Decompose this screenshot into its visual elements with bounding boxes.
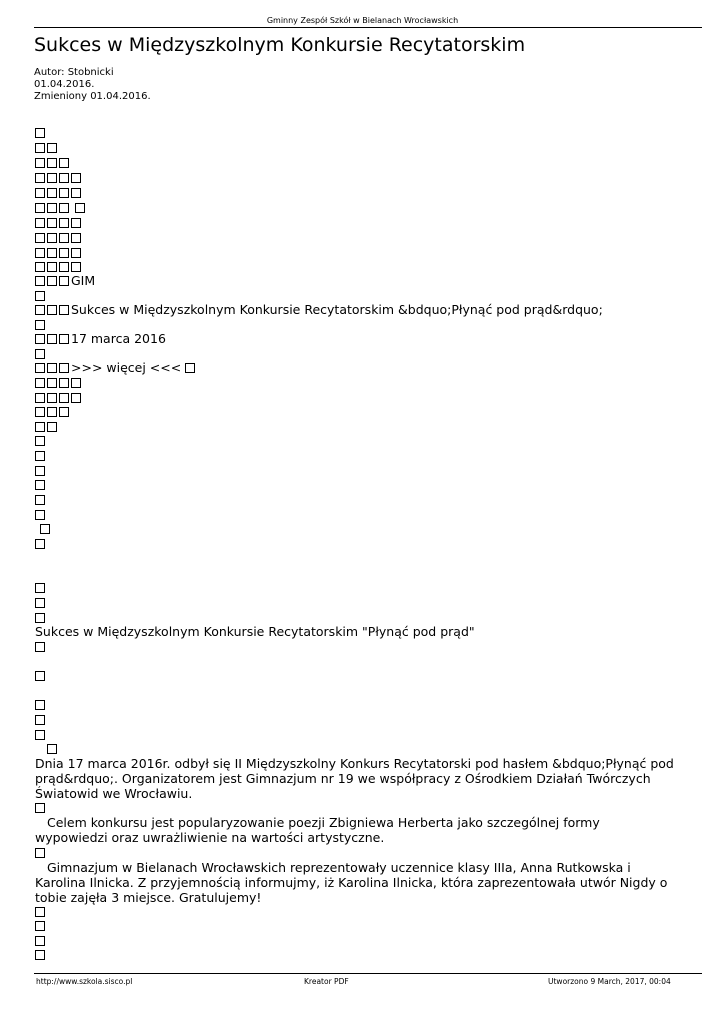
glyph-line (35, 800, 47, 815)
glyph-line (47, 741, 59, 756)
more-link[interactable]: >>> więcej <<< (71, 360, 186, 375)
glyph-line (35, 215, 83, 230)
footer-generator: Kreator PDF (304, 977, 349, 986)
article-date: 01.04.2016. (34, 79, 95, 90)
glyph-line (35, 727, 47, 742)
glyph-line (35, 580, 47, 595)
gim-line (35, 273, 95, 288)
glyph-line (35, 170, 83, 185)
footer-divider (34, 973, 702, 974)
glyph-line (35, 245, 83, 260)
glyph-line (35, 259, 83, 274)
more-line (35, 360, 197, 375)
glyph-line (35, 419, 59, 434)
paragraph-3: Gimnazjum w Bielanach Wrocławskich reprezentowały uczennice klasy IIIa, Anna Rutkowska i Karolina Ilnicka. Z przyjemnością informujmy, iż Karolina Ilnicka, która zaprezentowała utwór Nigdy o tobie zajęła 3 miejsce. Gratulujemy! (35, 860, 668, 905)
footer-url[interactable]: http://www.szkola.sisco.pl (36, 977, 133, 986)
page-header-school: Gminny Zespół Szkół w Bielanach Wrocławskich (266, 16, 459, 25)
glyph-line (35, 155, 71, 170)
glyph-line (35, 463, 47, 478)
glyph-line (35, 288, 47, 303)
glyph-line (35, 477, 47, 492)
news-title-line (35, 302, 603, 317)
modified-date: Zmieniony 01.04.2016. (34, 91, 151, 102)
article-title: Sukces w Międzyszkolnym Konkursie Recytatorskim (34, 34, 526, 56)
glyph-line (35, 200, 87, 215)
glyph-line (35, 448, 47, 463)
glyph-line (35, 125, 47, 140)
header-divider (34, 27, 702, 28)
glyph-line (35, 845, 47, 860)
glyph-line (35, 712, 47, 727)
glyph-line (35, 595, 47, 610)
glyph-line (40, 521, 52, 536)
paragraph-1: Dnia 17 marca 2016r. odbył się II Międzyszkolny Konkurs Recytatorski pod hasłem &bdquo;Płynąć pod prąd&rdquo;. Organizatorem jest Gimnazjum nr 19 we współpracy z Ośrodkiem Działań Twórczych Światowid we Wrocławiu. (35, 756, 674, 801)
glyph-line (35, 390, 83, 405)
paragraph-2: Celem konkursu jest popularyzowanie poezji Zbigniewa Herberta jako szczególnej formy wypowiedzi oraz uwrażliwienie na wartości artystyczne. (35, 815, 600, 845)
glyph-line (35, 230, 83, 245)
glyph-line (35, 433, 47, 448)
footer-created: Utworzono 9 March, 2017, 00:04 (548, 977, 671, 986)
glyph-line (35, 639, 47, 654)
glyph-line (35, 610, 47, 625)
glyph-line (35, 185, 83, 200)
glyph-line (35, 317, 47, 332)
glyph-line (35, 697, 47, 712)
article-meta (34, 67, 151, 103)
glyph-line (35, 507, 47, 522)
glyph-line (35, 947, 47, 962)
news-date-line (35, 331, 166, 346)
glyph-line (35, 918, 47, 933)
news-title: Sukces w Międzyszkolnym Konkursie Recytatorskim &bdquo;Płynąć pod prąd&rdquo; (71, 302, 603, 317)
gim-label: GIM (71, 273, 96, 288)
glyph-line (35, 904, 47, 919)
glyph-line (35, 668, 47, 683)
glyph-line (35, 536, 47, 551)
glyph-line (35, 346, 47, 361)
glyph-line (35, 492, 47, 507)
news-date: 17 marca 2016 (71, 331, 166, 346)
glyph-line (35, 933, 47, 948)
author-line: Autor: Stobnicki (34, 67, 114, 78)
glyph-line (35, 404, 71, 419)
article-heading: Sukces w Międzyszkolnym Konkursie Recytatorskim "Płynąć pod prąd" (35, 624, 475, 639)
glyph-line (35, 375, 83, 390)
glyph-line (35, 140, 59, 155)
